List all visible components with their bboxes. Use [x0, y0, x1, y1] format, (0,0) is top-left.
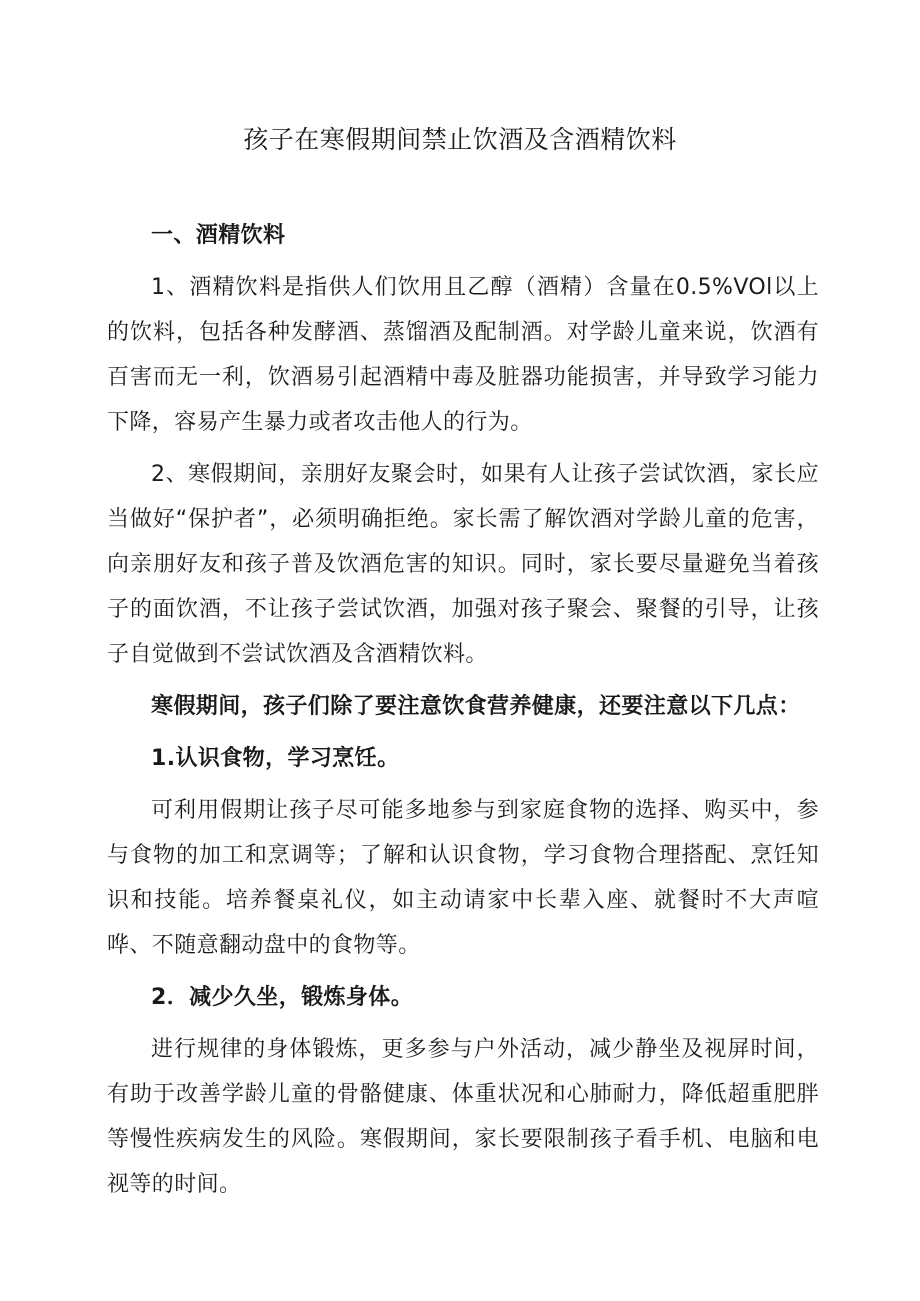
point-heading-1: 1.认识食物，学习烹饪。 [151, 746, 400, 771]
section-heading-alcoholic-drinks: 一、酒精饮料 [151, 223, 286, 248]
paragraph-2: 2、寒假期间，亲朋好友聚会时，如果有人让孩子尝试饮酒，家长应当做好“保护者”，必须明确拒绝。家长需了解饮酒对学龄儿童的危害，向亲朋好友和孩子普及饮酒危害的知识。同时，家长要尽量避免当着孩子的面饮酒，不让孩子尝试饮酒，加强对孩子聚会、聚餐的引导，让孩子自觉做到不尝试饮酒及含酒精饮料。 [107, 462, 819, 667]
paragraph-1: 1、酒精饮料是指供人们饮用且乙醇（酒精）含量在0.5%VOl以上的饮料，包括各种发酵酒、蒸馏酒及配制酒。对学龄儿童来说，饮酒有百害而无一利，饮酒易引起酒精中毒及脏器功能损害，并导致学习能力下降，容易产生暴力或者攻击他人的行为。 [107, 275, 819, 435]
point-text-2: 进行规律的身体锻炼，更多参与户外活动，减少静坐及视屏时间，有助于改善学龄儿童的骨骼健康、体重状况和心肺耐力，降低超重肥胖等慢性疾病发生的风险。寒假期间，家长要限制孩子看手机、电脑和电视等的时间。 [107, 1037, 819, 1197]
point-text-1: 可利用假期让孩子尽可能多地参与到家庭食物的选择、购买中，参与食物的加工和烹调等；了解和认识食物，学习食物合理搭配、烹饪知识和技能。培养餐桌礼仪，如主动请家中长辈入座、就餐时不大声喧哗、不随意翻动盘中的食物等。 [107, 798, 819, 958]
section-heading-winter-break-tips: 寒假期间，孩子们除了要注意饮食营养健康，还要注意以下几点： [151, 694, 801, 719]
point-heading-2: 2．减少久坐，锻炼身体。 [151, 985, 414, 1010]
document-title: 孩子在寒假期间禁止饮酒及含酒精饮料 [243, 125, 677, 154]
document-body [107, 213, 819, 1207]
